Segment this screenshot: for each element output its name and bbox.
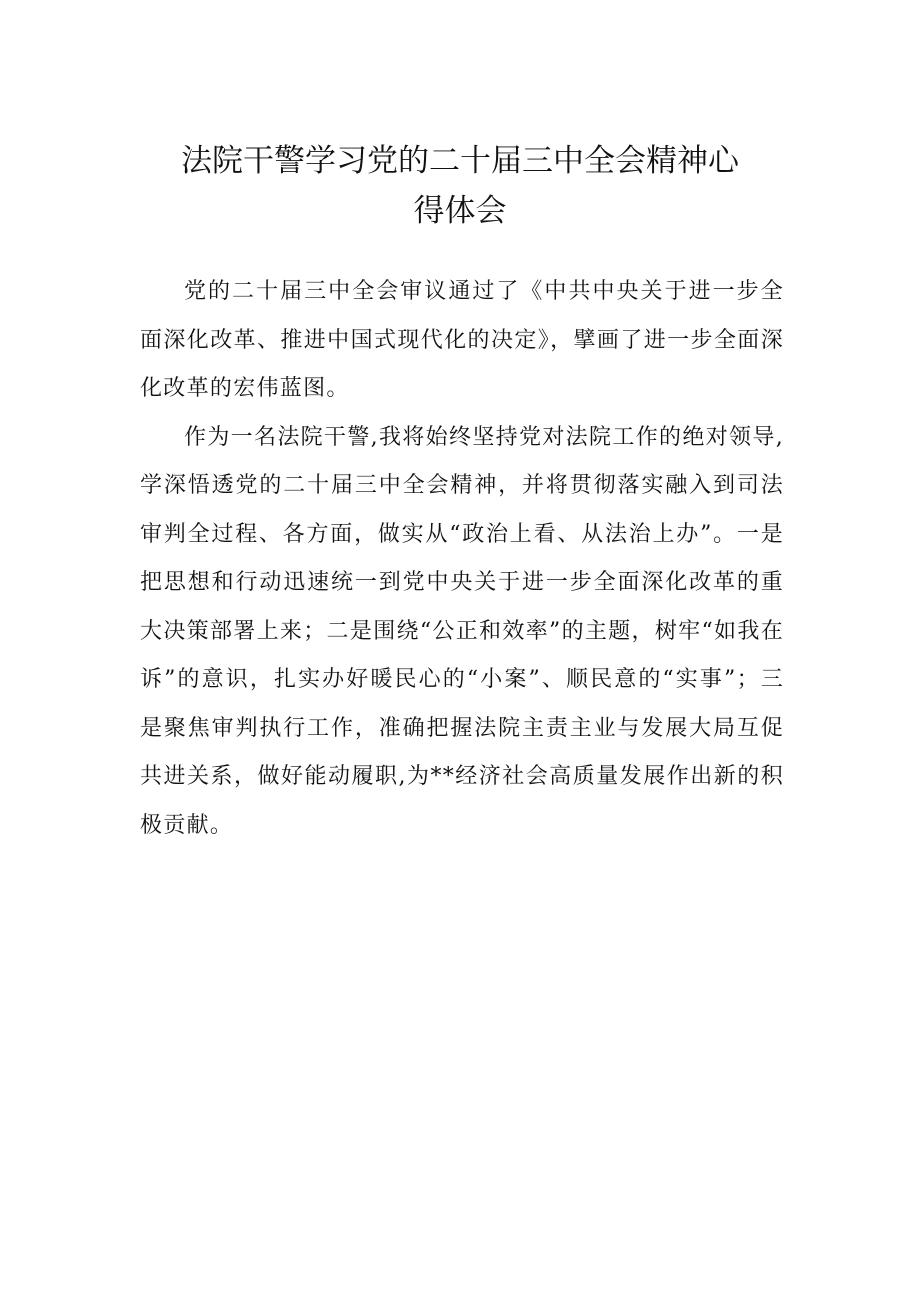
document-body [140, 268, 784, 850]
title-line-1: 法院干警学习党的二十届三中全会精神心 [181, 143, 739, 179]
title-line-2: 得体会 [413, 193, 507, 229]
paragraph-1: 党的二十届三中全会审议通过了《中共中央关于进一步全面深化改革、推进中国式现代化的决定》，擘画了进一步全面深化改革的宏伟蓝图。 [140, 279, 784, 401]
document-title [140, 136, 780, 236]
paragraph-2: 作为一名法院干警,我将始终坚持党对法院工作的绝对领导,学深悟透党的二十届三中全会精神，并将贯彻落实融入到司法审判全过程、各方面，做实从“政治上看、从法治上办”。一是把思想和行动迅速统一到党中央关于进一步全面深化改革的重大决策部署上来；二是围绕“公正和效率”的主题，树牢“如我在诉”的意识，扎实办好暖民心的“小案”、顺民意的“实事”；三是聚焦审判执行工作，准确把握法院主责主业与发展大局互促共进关系，做好能动履职,为**经济社会高质量发展作出新的积极贡献。 [140, 424, 784, 838]
